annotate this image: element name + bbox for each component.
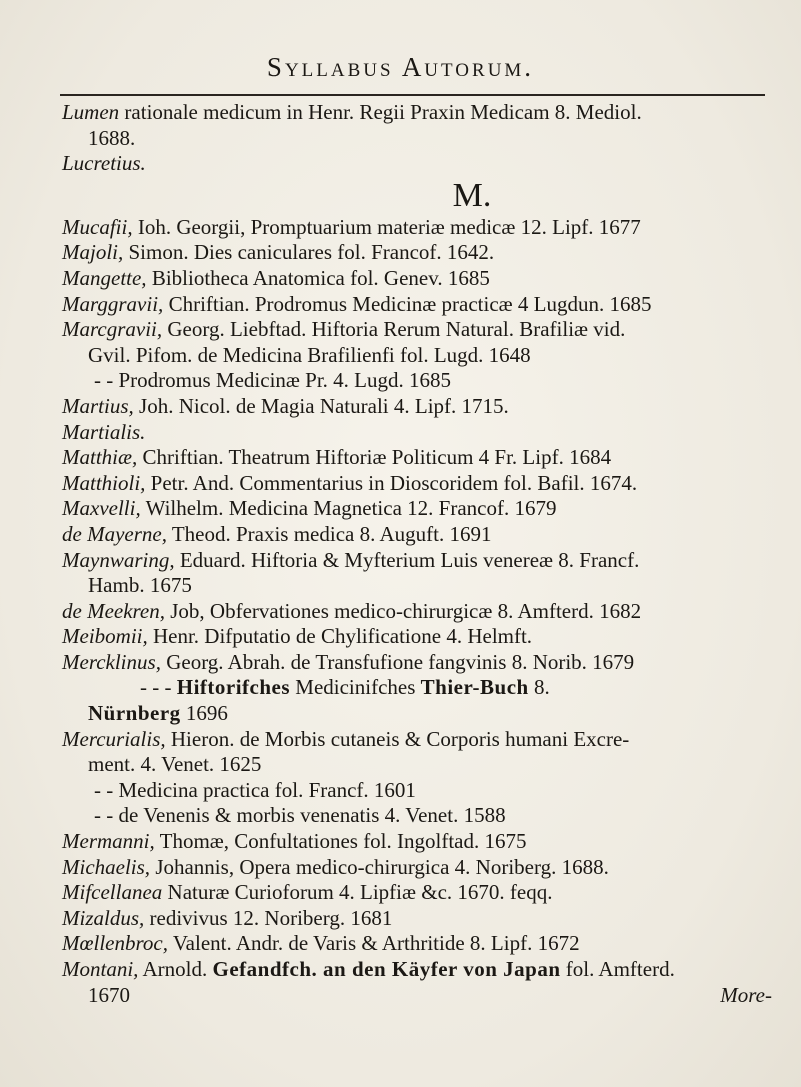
ditto-mark: - - [94, 368, 114, 393]
entry-text: Georg. Abrah. de Transfufione fangvinis 8. Norib. 1679 [160, 649, 635, 674]
entry-author: Mizaldus, [62, 905, 145, 930]
section-letter: M. [452, 176, 492, 214]
entry-author: Lucretius. [62, 151, 146, 176]
entry-text: Bibliotheca Anatomica fol. Genev. 1685 [146, 265, 490, 290]
entry-continuation: Hamb. 1675 [88, 573, 192, 598]
header-rule [60, 94, 765, 96]
entry-author: Martialis. [62, 419, 146, 444]
entry-marcgravii [62, 317, 782, 343]
entry-text: Joh. Nicol. de Magia Naturali 4. Lipf. 1715. [133, 393, 509, 418]
entry-ditto [62, 368, 782, 394]
fraktur-text: Nürnberg [88, 701, 181, 726]
ditto-mark: - - [94, 777, 114, 802]
entry-text: 8. [528, 675, 550, 700]
entry-author: Mucafii, [62, 214, 133, 239]
entry-text: Prodromus Medicinæ Pr. 4. Lugd. 1685 [113, 368, 452, 393]
entry-text: rationale medicum in Henr. Regii Praxin Medicam 8. Mediol. [119, 100, 642, 124]
entry-text: Arnold. [138, 957, 213, 981]
entry-maynwaring [62, 548, 782, 574]
entry-montani [62, 957, 782, 983]
entry-text: Wilhelm. Medicina Magnetica 12. Francof. 1679 [140, 496, 557, 521]
entry-ditto [62, 778, 782, 804]
fraktur-text: Hiftorifches [176, 675, 291, 700]
entry-author: Matthioli, [62, 470, 146, 495]
entry-lucretius [62, 151, 782, 177]
entry-author: Mercklinus, [62, 649, 161, 674]
entry-mermanni [62, 829, 782, 855]
entry-text: de Venenis & morbis venenatis 4. Venet. 1588 [113, 803, 506, 828]
catchword: More- [720, 982, 772, 1007]
entry-text: Thomæ, Confultationes fol. Ingolftad. 1675 [154, 829, 527, 854]
entry-author: Mercurialis, [62, 726, 166, 751]
entry-author: de Meekren, [62, 598, 165, 623]
entry-text: Georg. Liebftad. Hiftoria Rerum Natural. Brafiliæ vid. [162, 317, 626, 342]
entry-matthiae [62, 445, 782, 471]
fraktur-text: Thier-Buch [420, 675, 529, 700]
entry-text: Medicina practica fol. Francf. 1601 [113, 777, 416, 802]
entry-text: Chriftian. Prodromus Medicinæ practicæ 4 Lugdun. 1685 [163, 291, 652, 316]
entry-author: Marcgravii, [62, 317, 163, 342]
entry-continuation [62, 701, 782, 727]
entry-author: Maxvelli, [62, 496, 141, 521]
entry-lumen [62, 100, 782, 126]
entry-michaelis [62, 855, 782, 881]
entry-mercurialis [62, 727, 782, 753]
entry-text: Theod. Praxis medica 8. Auguft. 1691 [166, 521, 492, 546]
entry-mucafii [62, 215, 782, 241]
entry-author: Lumen [62, 100, 120, 124]
entry-majoli [62, 240, 782, 266]
entry-miscellanea [62, 880, 782, 906]
entry-continuation: ment. 4. Venet. 1625 [88, 752, 262, 777]
entry-text: Chriftian. Theatrum Hiftoriæ Politicum 4 Fr. Lipf. 1684 [137, 445, 612, 470]
entry-author: Meibomii, [62, 624, 148, 649]
entry-author: de Mayerne, [62, 521, 167, 546]
entry-author: Mœllenbroc, [62, 931, 168, 956]
entry-text: 1670 [88, 982, 130, 1007]
entry-author: Montani, [62, 957, 139, 981]
entry-text: Valent. Andr. de Varis & Arthritide 8. Lipf. 1672 [167, 931, 580, 956]
entry-mayerne [62, 522, 782, 548]
entry-text: Johannis, Opera medico-chirurgica 4. Noriberg. 1688. [150, 854, 609, 879]
entry-text: Petr. And. Commentarius in Dioscoridem fol. Bafil. 1674. [145, 470, 638, 495]
entry-author: Majoli, [62, 240, 124, 265]
fraktur-text: Gefandfch. an den Käyfer von Japan [212, 957, 561, 981]
entry-mangette [62, 266, 782, 292]
entry-text: Henr. Difputatio de Chylificatione 4. Helmft. [147, 624, 533, 649]
entry-author: Martius, [62, 393, 134, 418]
entry-martialis [62, 420, 782, 446]
entry-author: Matthiæ, [62, 445, 138, 470]
entry-author: Mifcellanea [62, 880, 163, 905]
entry-matthioli [62, 471, 782, 497]
entry-continuation: Gvil. Pifom. de Medicina Brafilienfi fol. Lugd. 1648 [88, 342, 531, 367]
ditto-mark: - - [94, 803, 114, 828]
entry-mercklinus [62, 650, 782, 676]
entry-text: Eduard. Hiftoria & Myfterium Luis venereæ 8. Francf. [174, 547, 640, 572]
entry-author: Mermanni, [62, 829, 155, 854]
entry-marggravii [62, 292, 782, 318]
entry-author: Marggravii, [62, 291, 164, 316]
entry-text: 1696 [180, 701, 228, 726]
entry-author: Mangette, [62, 265, 147, 290]
entry-author: Michaelis, [62, 854, 151, 879]
entry-text: Simon. Dies caniculares fol. Francof. 1642. [123, 240, 495, 265]
entry-continuation [62, 983, 782, 1009]
entry-text: Job, Obfervationes medico-chirurgicæ 8. Amfterd. 1682 [165, 598, 642, 623]
entry-list [62, 100, 782, 1008]
entry-ditto [62, 675, 782, 701]
entry-text: redivivus 12. Noriberg. 1681 [144, 905, 393, 930]
entry-author: Maynwaring, [62, 547, 175, 572]
entry-text: Ioh. Georgii, Promptuarium materiæ medicæ 12. Lipf. 1677 [132, 214, 641, 239]
entry-meibomii [62, 624, 782, 650]
entry-maxvelli [62, 496, 782, 522]
ditto-mark: - - - [140, 675, 172, 700]
entry-text: Hieron. de Morbis cutaneis & Corporis humani Excre- [165, 726, 630, 751]
entry-ditto [62, 803, 782, 829]
entry-moellenbroc [62, 931, 782, 957]
entry-mizaldus [62, 906, 782, 932]
entry-meekren [62, 599, 782, 625]
entry-text: Naturæ Curioforum 4. Lipfiæ &c. 1670. feqq. [162, 880, 553, 905]
entry-text: Medicinifches [290, 675, 421, 700]
entry-martius [62, 394, 782, 420]
entry-continuation: 1688. [88, 125, 136, 150]
running-header: Syllabus Autorum. [266, 52, 535, 82]
entry-text: fol. Amfterd. [560, 957, 675, 981]
